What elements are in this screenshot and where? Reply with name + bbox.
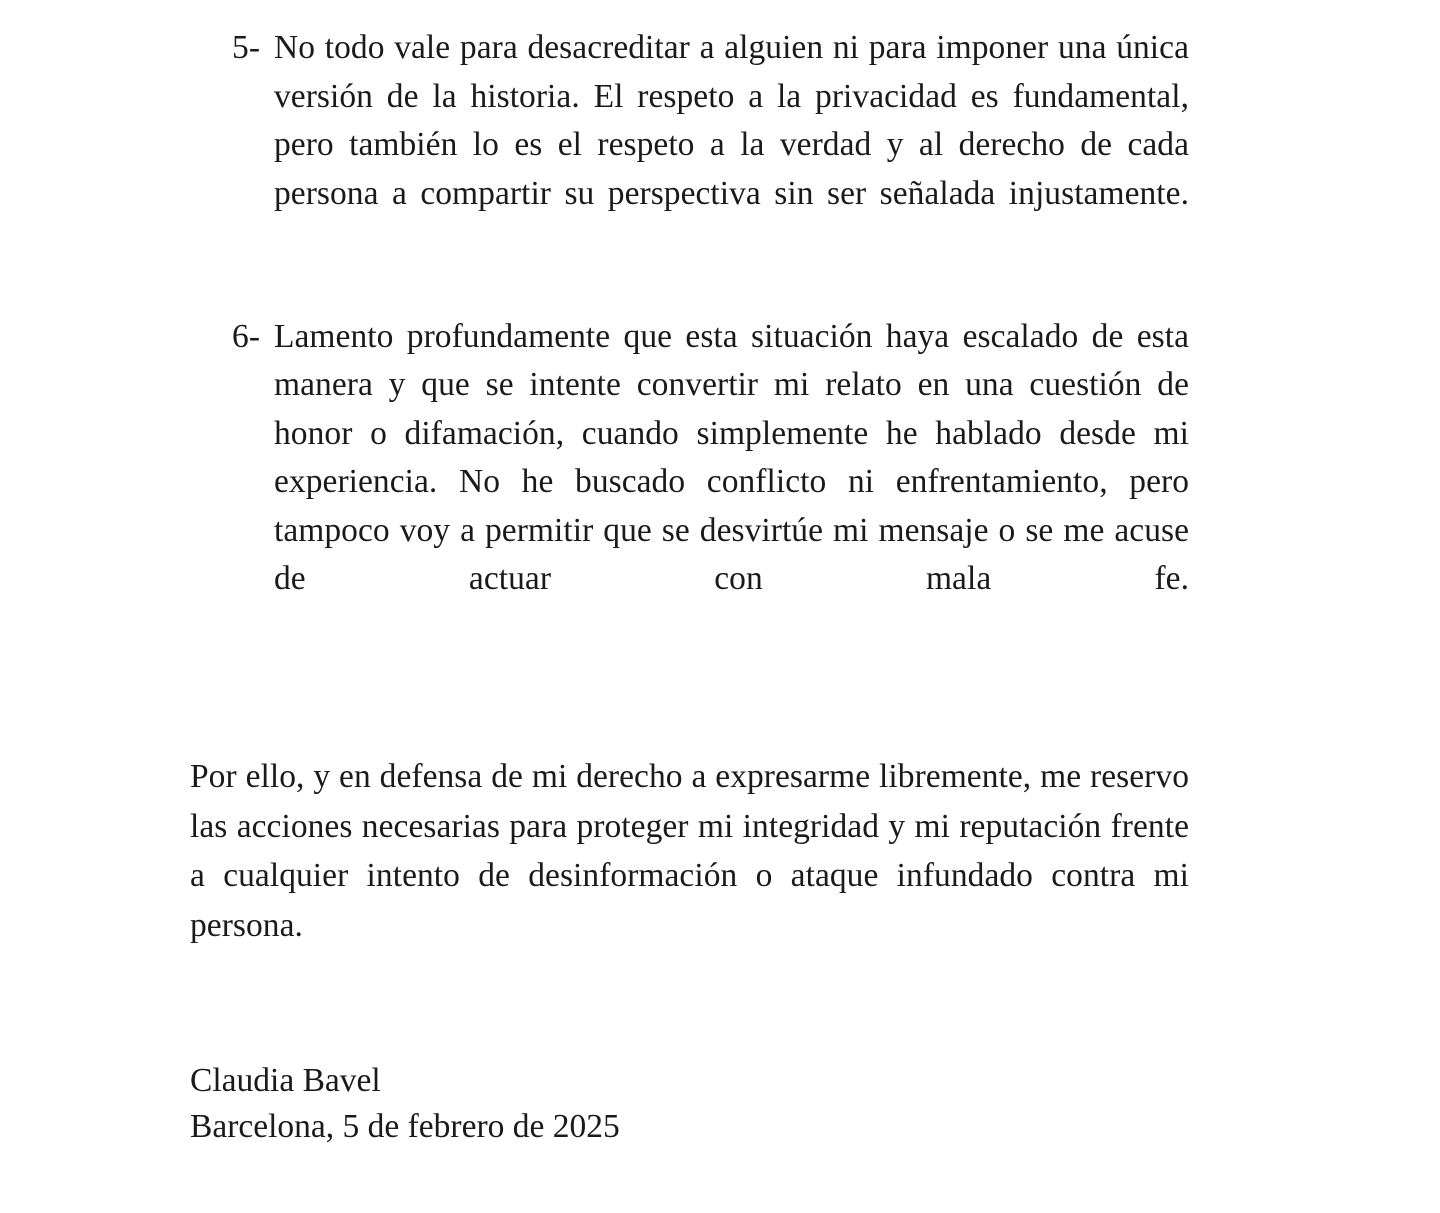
clause-marker-5: 5- [232,29,261,66]
signature-block [190,1058,1189,1150]
numbered-clause-5 [190,24,1189,267]
paragraph-spacer [190,698,1189,752]
document-body [190,24,1189,1150]
signature-place-date: Barcelona, 5 de febrero de 2025 [190,1107,620,1145]
clause-text-5: No todo vale para desacreditar a alguien ni para imponer una única versión de la historia. El respeto a la privacidad es fundamental, pero también lo es el respeto a la verdad y al derecho de cada persona a compartir su perspectiva sin ser señalada injustamente. [274,29,1189,212]
numbered-clause-6 [190,313,1189,653]
closing-paragraph: Por ello, y en defensa de mi derecho a expresarme libremente, me reservo las acciones necesarias para proteger mi integridad y mi reputación frente a cualquier intento de desinformación o ataque infundado contra mi persona. [190,758,1189,944]
clause-text-6: Lamento profundamente que esta situación haya escalado de esta manera y que se intente convertir mi relato en una cuestión de honor o difamación, cuando simplemente he hablado desde mi experiencia. No he buscado conflicto ni enfrentamiento, pero tampoco voy a permitir que se desvirtúe mi mensaje o se me acuse de actuar con mala fe. [274,317,1189,597]
signature-name: Claudia Bavel [190,1061,381,1099]
clause-marker-6: 6- [232,317,261,355]
